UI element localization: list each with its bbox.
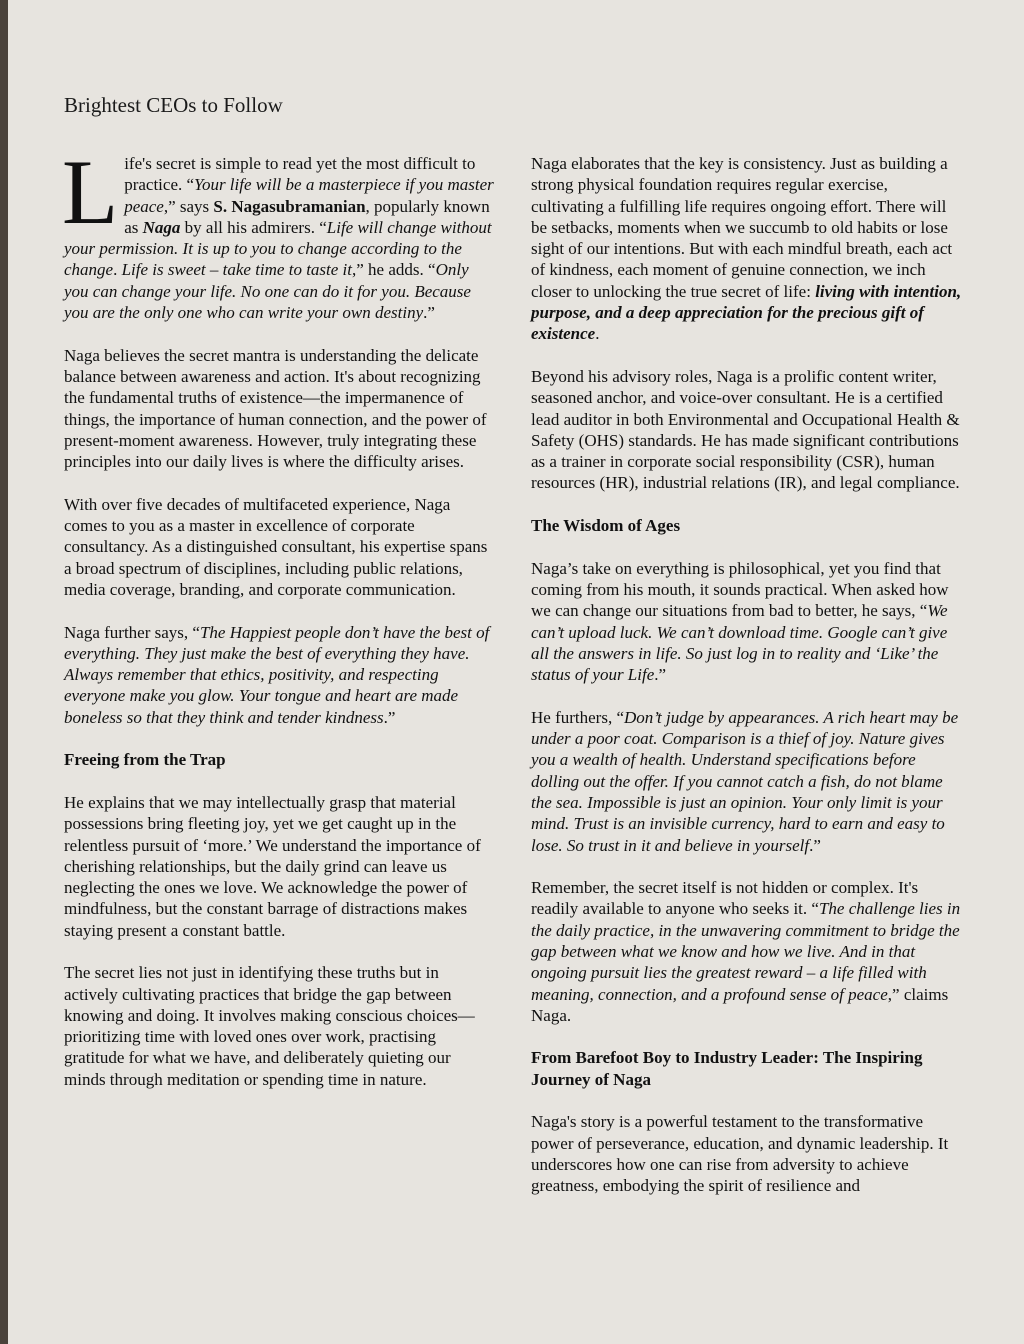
quote: The Happiest people don’t have the best of everything. They just make the best of everything they have. Always remember that ethics, positivity, and respecting everyone make you glow. Your tongue and heart are made boneless so that they think and tender kindness — [64, 622, 490, 727]
right-column — [531, 153, 963, 1218]
section-heading: The Wisdom of Ages — [531, 516, 681, 536]
paragraph: Remember, the secret itself is not hidden or complex. It's readily available to anyone who seeks it. “The challenge lies in the daily practice, in the unwavering commitment to bridge the gap between what we know and how we live. And in that ongoing pursuit lies the greatest reward – a life filled with meaning, connection, and a profound sense of peace,” claims Naga. — [531, 878, 961, 1025]
quote: Life will change without your permission. It is up to you to change according to the change — [64, 217, 492, 280]
section-heading: From Barefoot Boy to Industry Leader: The Inspiring Journey of Naga — [531, 1048, 923, 1089]
page-header: Brightest CEOs to Follow — [64, 93, 283, 117]
quote: Don’t judge by appearances. A rich heart may be under a poor coat. Comparison is a thief of joy. Nature gives you a wealth of health. Understand specifications before dolling out the offer. If you cannot catch a fish, do not blame the sea. Impossible is just an opinion. Your only limit is your mind. Trust is an invisible currency, hard to earn and easy to lose. So trust in it and believe in yourself — [531, 707, 959, 855]
paragraph: Naga's story is a powerful testament to the transformative power of perseverance, education, and dynamic leadership. It underscores how one can rise from adversity to achieve greatness, embodying the spirit of resilience and — [531, 1112, 949, 1196]
paragraph: Naga’s take on everything is philosophical, yet you find that coming from his mouth, it sounds practical. When asked how we can change our situations from bad to better, he says, “We can’t upload luck. We can’t download time. Google can’t give all the answers in life. So just log in to reality and ‘Like’ the status of your Life.” — [531, 558, 949, 685]
paragraph: Naga believes the secret mantra is understanding the delicate balance between awareness and action. It's about recognizing the fundamental truths of existence—the impermanence of things, the importance of human connection, and the power of present-moment awareness. However, truly integrating these principles into our daily lives is where the difficulty arises. — [64, 345, 487, 472]
paragraph: Naga elaborates that the key is consistency. Just as building a strong physical foundation requires regular exercise, cultivating a fulfilling life requires ongoing effort. There will be setbacks, moments when we succumb to old habits or lose sight of our intentions. But with each mindful breath, each act of kindness, each moment of genuine connection, we inch closer to unlocking the true secret of life: living with intention, purpose, and a deep appreciation for the precious gift of existence. — [531, 154, 962, 344]
emphasis: living with intention, purpose, and a deep appreciation for the precious gift of existence — [531, 281, 962, 344]
paragraph: With over five decades of multifaceted experience, Naga comes to you as a master in excellence of corporate consultancy. As a distinguished consultant, his expertise spans a broad spectrum of disciplines, including public relations, media coverage, branding, and corporate communication. — [64, 494, 488, 599]
quote: We can’t upload luck. We can’t download time. Google can’t give all the answers in life. So just log in to reality and ‘Like’ the status of your Life — [531, 601, 948, 685]
intro-paragraph: Life's secret is simple to read yet the most difficult to practice. “Your life will be a masterpiece if you master peace,” says S. Nagasubramanian, popularly known as Naga by all his admirers. “Life will change without your permission. It is up to you to change according to the change. Life is sweet – take time to taste it,” he adds. “Only you can change your life. No one can do it for you. Because you are the only one who can write your own destiny.” — [62, 141, 494, 323]
left-column — [62, 141, 494, 1111]
person-name: S. Nagasubramanian — [213, 196, 366, 216]
quote: Life is sweet – take time to taste it — [121, 260, 353, 280]
quote: Your life will be a masterpiece if you master peace — [124, 175, 494, 216]
paragraph: He explains that we may intellectually grasp that material possessions bring fleeting joy, yet we get caught up in the relentless pursuit of ‘more.’ We understand the importance of cherishing relationships, but the daily grind can leave us neglecting the ones we love. We acknowledge the power of mindfulness, but the constant barrage of distractions makes staying present a constant battle. — [64, 792, 481, 940]
paragraph: He furthers, “Don’t judge by appearances. A rich heart may be under a poor coat. Comparison is a thief of joy. Nature gives you a wealth of health. Understand specifications before dolling out the offer. If you cannot catch a fish, do not blame the sea. Impossible is just an opinion. Your only limit is your mind. Trust is an invisible currency, hard to earn and easy to lose. So trust in it and believe in yourself.” — [531, 707, 959, 855]
nickname: Naga — [142, 217, 181, 237]
page-edge-strip — [0, 0, 8, 1344]
quote: The challenge lies in the daily practice, in the unwavering commitment to bridge the gap between what we know and how we live. And in that ongoing pursuit lies the greatest reward – a life filled with meaning, connection, and a profound sense of peace — [531, 899, 961, 1004]
paragraph: The secret lies not just in identifying these truths but in actively cultivating practices that bridge the gap between knowing and doing. It involves making conscious choices—prioritizing time with loved ones over work, practising gratitude for what we have, and deliberately quieting our minds through meditation or spending time in nature. — [64, 963, 475, 1089]
paragraph: Beyond his advisory roles, Naga is a prolific content writer, seasoned anchor, and voice-over consultant. He is a certified lead auditor in both Environmental and Occupational Health & Safety (OHS) standards. He has made significant contributions as a trainer in corporate social responsibility (CSR), human resources (HR), industrial relations (IR), and legal compliance. — [531, 366, 960, 493]
paragraph: Naga further says, “The Happiest people don’t have the best of everything. They just make the best of everything they have. Always remember that ethics, positivity, and respecting everyone make you glow. Your tongue and heart are made boneless so that they think and tender kindness.” — [64, 622, 490, 727]
section-heading: Freeing from the Trap — [64, 750, 226, 770]
quote: Only you can change your life. No one can do it for you. Because you are the only one who can write your own destiny — [64, 260, 471, 323]
drop-cap: L — [62, 141, 119, 243]
